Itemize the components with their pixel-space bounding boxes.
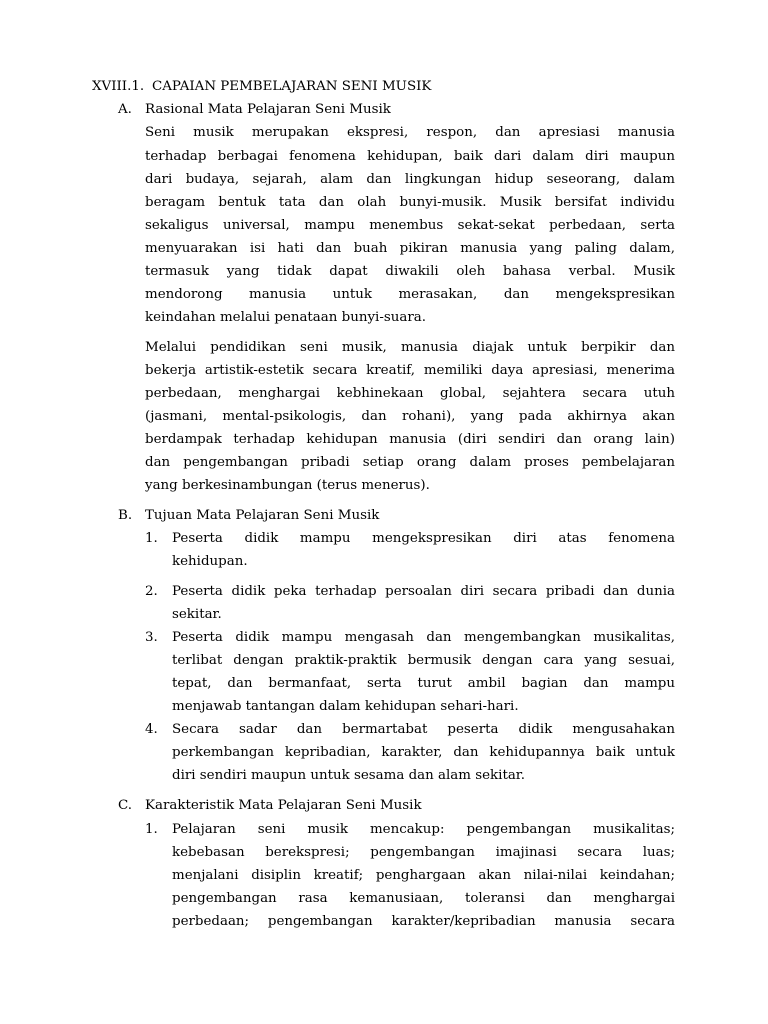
list-number: 3. bbox=[145, 630, 158, 645]
paragraph-line: berdampak terhadap kehidupan manusia (diri sendiri dan orang lain) bbox=[145, 432, 675, 447]
paragraph-line: yang berkesinambungan (terus menerus). bbox=[145, 478, 430, 493]
paragraph-line: sekaligus universal, mampu menembus sekat-sekat perbedaan, serta bbox=[145, 218, 675, 233]
section-c-title: Karakteristik Mata Pelajaran Seni Musik bbox=[145, 798, 422, 813]
list-line: Peserta didik mampu mengasah dan mengembangkan musikalitas, bbox=[172, 630, 675, 645]
paragraph-line: Seni musik merupakan ekspresi, respon, dan apresiasi manusia bbox=[145, 125, 675, 140]
list-line: kebebasan berekspresi; pengembangan imajinasi secara luas; bbox=[172, 845, 675, 860]
list-number: 1. bbox=[145, 822, 158, 837]
list-line: terlibat dengan praktik-praktik bermusik dengan cara yang sesuai, bbox=[172, 653, 675, 668]
paragraph-line: bekerja artistik-estetik secara kreatif, memiliki daya apresiasi, menerima bbox=[145, 363, 675, 378]
list-line: sekitar. bbox=[172, 607, 222, 622]
list-line: menjawab tantangan dalam kehidupan sehari-hari. bbox=[172, 699, 519, 714]
section-c-letter: C. bbox=[118, 798, 133, 813]
paragraph-line: (jasmani, mental-psikologis, dan rohani), yang pada akhirnya akan bbox=[145, 409, 675, 424]
list-line: kehidupan. bbox=[172, 554, 248, 569]
list-line: perkembangan kepribadian, karakter, dan kehidupannya baik untuk bbox=[172, 745, 675, 760]
paragraph-line: menyuarakan isi hati dan buah pikiran manusia yang paling dalam, bbox=[145, 241, 675, 256]
paragraph-line: dari budaya, sejarah, alam dan lingkungan hidup seseorang, dalam bbox=[145, 172, 675, 187]
paragraph-line: dan pengembangan pribadi setiap orang dalam proses pembelajaran bbox=[145, 455, 675, 470]
list-number: 4. bbox=[145, 722, 158, 737]
section-a-letter: A. bbox=[118, 102, 132, 117]
list-line: perbedaan; pengembangan karakter/kepribadian manusia secara bbox=[172, 914, 675, 929]
list-line: tepat, dan bermanfaat, serta turut ambil bagian dan mampu bbox=[172, 676, 675, 691]
list-line: Pelajaran seni musik mencakup: pengembangan musikalitas; bbox=[172, 822, 675, 837]
list-line: pengembangan rasa kemanusiaan, toleransi dan menghargai bbox=[172, 891, 675, 906]
list-number: 1. bbox=[145, 531, 158, 546]
paragraph-line: keindahan melalui penataan bunyi-suara. bbox=[145, 310, 426, 325]
paragraph-line: perbedaan, menghargai kebhinekaan global, sejahtera secara utuh bbox=[145, 386, 675, 401]
section-b-letter: B. bbox=[118, 508, 133, 523]
list-number: 2. bbox=[145, 584, 158, 599]
list-line: diri sendiri maupun untuk sesama dan alam sekitar. bbox=[172, 768, 525, 783]
paragraph-line: Melalui pendidikan seni musik, manusia diajak untuk berpikir dan bbox=[145, 340, 675, 355]
list-line: Secara sadar dan bermartabat peserta didik mengusahakan bbox=[172, 722, 675, 737]
section-b-title: Tujuan Mata Pelajaran Seni Musik bbox=[145, 508, 380, 523]
heading-number: XVIII.1. bbox=[92, 79, 145, 94]
list-line: menjalani disiplin kreatif; penghargaan akan nilai-nilai keindahan; bbox=[172, 868, 675, 883]
paragraph-line: beragam bentuk tata dan olah bunyi-musik. Musik bersifat individu bbox=[145, 195, 675, 210]
section-a-title: Rasional Mata Pelajaran Seni Musik bbox=[145, 102, 391, 117]
paragraph-line: mendorong manusia untuk merasakan, dan mengekspresikan bbox=[145, 287, 675, 302]
list-line: Peserta didik peka terhadap persoalan diri secara pribadi dan dunia bbox=[172, 584, 675, 599]
list-line: Peserta didik mampu mengekspresikan diri atas fenomena bbox=[172, 531, 675, 546]
paragraph-line: terhadap berbagai fenomena kehidupan, baik dari dalam diri maupun bbox=[145, 149, 675, 164]
paragraph-line: termasuk yang tidak dapat diwakili oleh bahasa verbal. Musik bbox=[145, 264, 675, 279]
heading-title: CAPAIAN PEMBELAJARAN SENI MUSIK bbox=[152, 79, 432, 94]
